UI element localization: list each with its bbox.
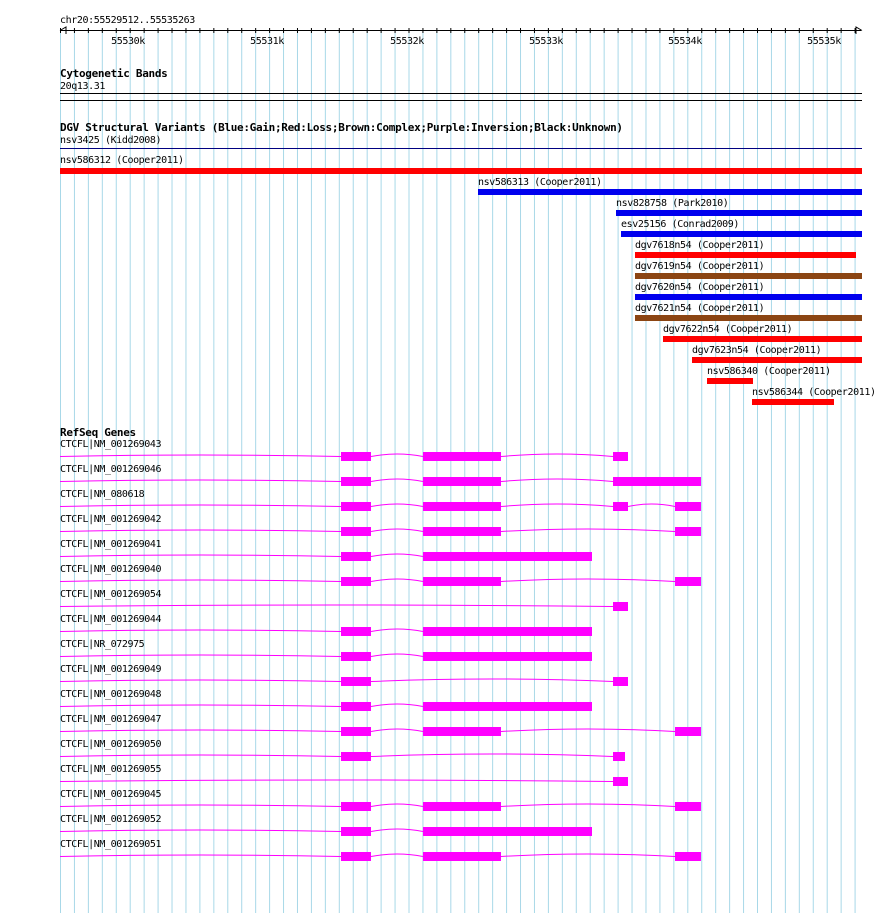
dgv-variant-label[interactable]: esv25156 (Conrad2009) xyxy=(621,219,740,230)
refseq-transcript-label[interactable]: CTCFL|NM_001269045 xyxy=(60,789,162,800)
cytoband-label[interactable]: 20q13.31 xyxy=(60,81,105,92)
ruler-tick-label: 55534k xyxy=(668,36,702,47)
intron-line xyxy=(60,680,341,682)
exon-block xyxy=(675,527,701,536)
refseq-transcript-label[interactable]: CTCFL|NM_001269042 xyxy=(60,514,162,525)
dgv-variant-label[interactable]: nsv586313 (Cooper2011) xyxy=(478,177,602,188)
refseq-transcript-label[interactable]: CTCFL|NM_001269050 xyxy=(60,739,162,750)
exon-block xyxy=(341,527,371,536)
exon-block xyxy=(423,577,501,586)
refseq-transcript-label[interactable]: CTCFL|NM_001269041 xyxy=(60,539,162,550)
intron-line xyxy=(371,804,423,807)
exon-block xyxy=(341,477,371,486)
exon-block xyxy=(613,777,628,786)
intron-line xyxy=(60,605,613,607)
exon-block xyxy=(675,502,701,511)
exon-block xyxy=(423,727,501,736)
intron-line xyxy=(60,455,341,457)
exon-block xyxy=(341,702,371,711)
exon-block xyxy=(423,852,501,861)
exon-block xyxy=(613,477,701,486)
exon-block xyxy=(423,827,592,836)
refseq-transcript-label[interactable]: CTCFL|NM_001269046 xyxy=(60,464,162,475)
exon-block xyxy=(341,802,371,811)
dgv-variant-label[interactable]: dgv7622n54 (Cooper2011) xyxy=(663,324,793,335)
intron-line xyxy=(501,579,675,582)
intron-line xyxy=(60,805,341,807)
intron-line xyxy=(371,579,423,582)
exon-block xyxy=(675,802,701,811)
exon-block xyxy=(423,802,501,811)
exon-block xyxy=(341,827,371,836)
intron-line xyxy=(501,529,675,532)
dgv-variant-label[interactable]: nsv586344 (Cooper2011) xyxy=(752,387,876,398)
intron-line xyxy=(60,755,341,757)
refseq-transcript-label[interactable]: CTCFL|NM_001269055 xyxy=(60,764,162,775)
intron-line xyxy=(501,454,613,457)
refseq-transcript-label[interactable]: CTCFL|NM_001269048 xyxy=(60,689,162,700)
refseq-transcript-label[interactable]: CTCFL|NM_001269043 xyxy=(60,439,162,450)
exon-block xyxy=(613,602,628,611)
refseq-track-title[interactable]: RefSeq Genes xyxy=(60,426,136,439)
intron-line xyxy=(60,505,341,507)
dgv-variant-label[interactable]: nsv586312 (Cooper2011) xyxy=(60,155,184,166)
exon-block xyxy=(675,852,701,861)
dgv-track-title[interactable]: DGV Structural Variants (Blue:Gain;Red:Loss;Brown:Complex;Purple:Inversion;Black:Unknown) xyxy=(60,121,623,134)
refseq-transcript-label[interactable]: CTCFL|NM_001269040 xyxy=(60,564,162,575)
intron-line xyxy=(60,705,341,707)
dgv-variant-label[interactable]: dgv7619n54 (Cooper2011) xyxy=(635,261,765,272)
refseq-transcript-label[interactable]: CTCFL|NM_080618 xyxy=(60,489,145,500)
intron-line xyxy=(371,754,613,757)
refseq-transcript-label[interactable]: CTCFL|NM_001269044 xyxy=(60,614,162,625)
intron-line xyxy=(371,729,423,732)
intron-line xyxy=(371,854,423,857)
intron-line xyxy=(60,630,341,632)
intron-line xyxy=(371,679,613,682)
intron-line xyxy=(371,504,423,507)
refseq-transcript-label[interactable]: CTCFL|NM_001269054 xyxy=(60,589,162,600)
ruler-tick-label: 55533k xyxy=(529,36,563,47)
region-label: chr20:55529512..55535263 xyxy=(60,15,195,26)
intron-line xyxy=(501,504,613,507)
exon-block xyxy=(613,677,628,686)
exon-block xyxy=(341,752,371,761)
exon-block xyxy=(423,652,592,661)
dgv-variant-label[interactable]: dgv7618n54 (Cooper2011) xyxy=(635,240,765,251)
refseq-transcript-label[interactable]: CTCFL|NM_001269051 xyxy=(60,839,162,850)
exon-block xyxy=(613,502,628,511)
exon-block xyxy=(423,502,501,511)
dgv-variant-label[interactable]: nsv828758 (Park2010) xyxy=(616,198,729,209)
ruler-tick-label: 55532k xyxy=(390,36,424,47)
intron-line xyxy=(60,480,341,482)
exon-block xyxy=(423,477,501,486)
intron-line xyxy=(60,580,341,582)
exon-block xyxy=(613,752,625,761)
intron-line xyxy=(371,554,423,557)
intron-line xyxy=(501,804,675,807)
exon-block xyxy=(341,627,371,636)
intron-line xyxy=(60,530,341,532)
refseq-transcript-label[interactable]: CTCFL|NR_072975 xyxy=(60,639,145,650)
intron-line xyxy=(60,780,613,782)
exon-block xyxy=(613,452,628,461)
intron-line xyxy=(371,629,423,632)
ruler-tick-label: 55530k xyxy=(111,36,145,47)
intron-line xyxy=(60,730,341,732)
refseq-transcript-label[interactable]: CTCFL|NM_001269052 xyxy=(60,814,162,825)
intron-line xyxy=(371,529,423,532)
dgv-variant-label[interactable]: dgv7620n54 (Cooper2011) xyxy=(635,282,765,293)
intron-line xyxy=(371,704,423,707)
dgv-variant-label[interactable]: dgv7621n54 (Cooper2011) xyxy=(635,303,765,314)
dgv-variant-label[interactable]: nsv3425 (Kidd2008) xyxy=(60,135,162,146)
dgv-variant-label[interactable]: nsv586340 (Cooper2011) xyxy=(707,366,831,377)
intron-line xyxy=(371,454,423,457)
exon-block xyxy=(341,852,371,861)
exon-block xyxy=(341,502,371,511)
ruler-tick-label: 55531k xyxy=(250,36,284,47)
intron-line xyxy=(628,504,675,507)
intron-line xyxy=(60,655,341,657)
intron-line xyxy=(501,854,675,857)
intron-line xyxy=(60,555,341,557)
exon-block xyxy=(341,577,371,586)
exon-block xyxy=(675,727,701,736)
intron-line xyxy=(60,830,341,832)
intron-line xyxy=(501,479,613,482)
exon-block xyxy=(341,552,371,561)
exon-block xyxy=(675,577,701,586)
exon-block xyxy=(423,527,501,536)
exon-block xyxy=(341,727,371,736)
intron-line xyxy=(371,829,423,832)
exon-block xyxy=(341,452,371,461)
exon-block xyxy=(423,627,592,636)
exon-block xyxy=(423,552,592,561)
intron-line xyxy=(371,479,423,482)
exon-block xyxy=(341,677,371,686)
refseq-transcript-label[interactable]: CTCFL|NM_001269047 xyxy=(60,714,162,725)
exon-block xyxy=(423,452,501,461)
intron-line xyxy=(60,855,341,857)
intron-line xyxy=(371,654,423,657)
ruler-tick-label: 55535k xyxy=(807,36,841,47)
exon-block xyxy=(341,652,371,661)
dgv-variant-label[interactable]: dgv7623n54 (Cooper2011) xyxy=(692,345,822,356)
exon-block xyxy=(423,702,592,711)
refseq-transcript-label[interactable]: CTCFL|NM_001269049 xyxy=(60,664,162,675)
cytoband-track-title[interactable]: Cytogenetic Bands xyxy=(60,67,168,80)
intron-line xyxy=(501,729,675,732)
